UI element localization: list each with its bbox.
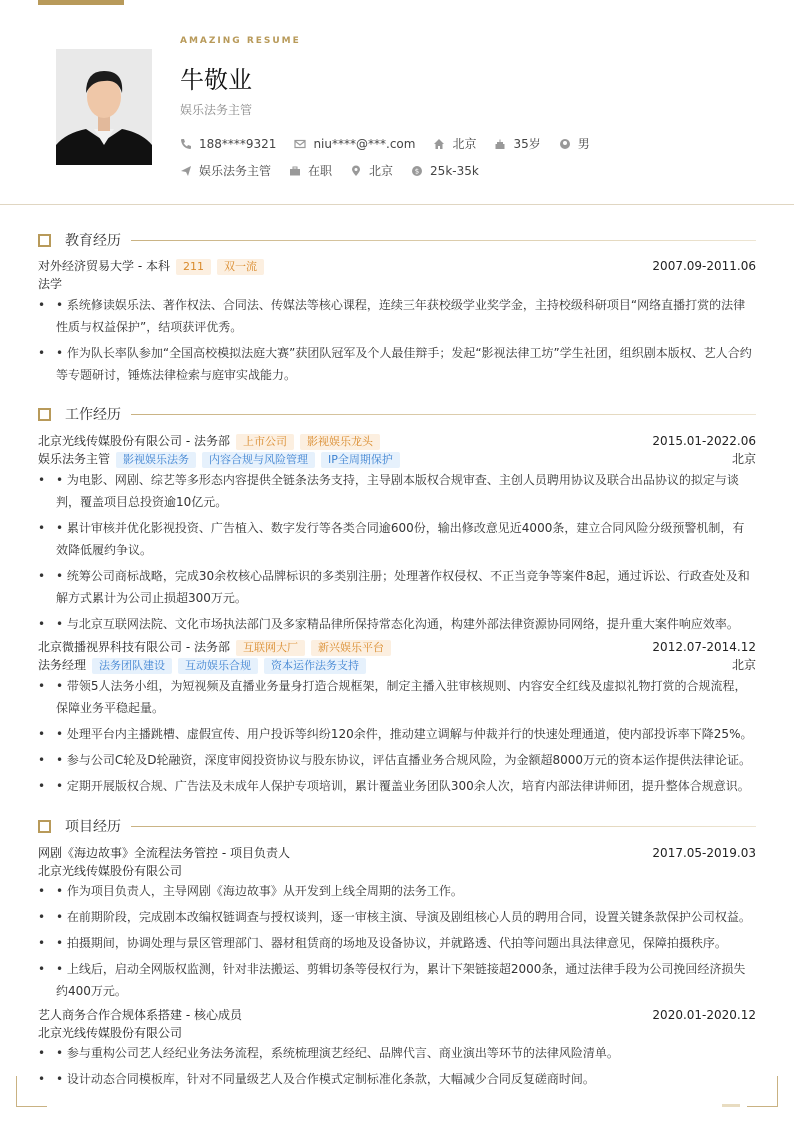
mail-icon [294,138,306,150]
briefcase-icon [289,165,301,177]
home-city-text: 北京 [452,137,477,151]
list-item: • • 在前期阶段，完成剧本改编权链调查与授权谈判，逐一审核主演、导演及剧组核心人员的聘用合同，设置关键条款保护公司权益。 [38,910,751,924]
header-divider [0,204,794,205]
project-name: 网剧《海边故事》全流程法务管控 - 项目负责人 [38,846,290,860]
candidate-title: 娱乐法务主管 [180,103,253,117]
job-header [38,433,756,450]
company-name: 北京光线传媒股份有限公司 - 法务部 [38,434,230,448]
project-company: 北京光线传媒股份有限公司 [38,1026,183,1040]
job-position: 娱乐法务主管 [38,452,111,466]
contact-info-row [180,135,608,152]
skill-tag: 资本运作法务支持 [264,658,366,674]
email-text: niu****@***.com [313,136,416,151]
email-item [294,137,415,151]
list-item: • • 参与公司C轮及D轮融资，深度审阅投资协议与股东协议，评估直播业务合规风险，为金额超8000万元的资本运作提供法律论证。 [38,753,752,767]
location-pin-icon [350,165,362,177]
list-item: • • 累计审核并优化影视投资、广告植入、数字发行等各类合同逾600份，输出修改意见近4000条，建立合同风险分级预警机制，有效降低履约争议。 [38,521,745,557]
company-tag: 影视娱乐龙头 [300,434,380,450]
section-title: 项目经历 [65,819,121,835]
age-item [494,135,540,152]
money-icon [411,165,423,177]
work-section-header [38,404,756,424]
age-text: 35岁 [513,137,541,151]
intent-city-text: 北京 [369,164,394,178]
list-item: • • 设计动态合同模板库，针对不同量级艺人及合作模式定制标准化条款，大幅减少合同反复磋商时间。 [38,1072,595,1086]
phone-text: 188****9321 [199,136,277,151]
project-header [38,845,756,862]
top-accent-bar [38,0,124,5]
job-city: 北京 [731,452,756,466]
status-text: 在职 [308,164,333,178]
list-item: • • 统筹公司商标战略，完成30余枚核心品牌标识的多类别注册；处理著作权侵权、不正当竞争等案件8起，通过诉讼、行政查处及和解方式累计为公司止损超300万元。 [38,569,750,605]
education-date: 2007.09-2011.06 [652,259,756,273]
intent-city-item [350,162,393,179]
education-section-header [38,230,756,250]
company-tag: 上市公司 [236,434,294,450]
list-item: • • 为电影、网剧、综艺等多形态内容提供全链条法务支持，主导剧本版权合规审查、主创人员聘用协议及联合出品协议的拟定与谈判，覆盖项目总投资逾10亿元。 [38,473,739,509]
section-title: 工作经历 [65,407,121,423]
project-company: 北京光线传媒股份有限公司 [38,864,183,878]
list-item: • • 系统修读娱乐法、著作权法、合同法、传媒法等核心课程，连续三年获校级学业奖学金，主持校级科研项目“网络直播打赏的法律性质与权益保护”，结项获评优秀。 [38,298,746,334]
list-item: • • 上线后，启动全网版权监测，针对非法搬运、剪辑切条等侵权行为，累计下架链接超2000条，通过法律手段为公司挽回经济损失约400万元。 [38,962,746,998]
status-item [289,162,332,179]
page-corner-decoration [747,1076,778,1107]
list-item: • • 与北京互联网法院、文化市场执法部门及多家精品律所保持常态化沟通，构建外部法律资源协同网络，提升重大案件响应效率。 [38,617,739,631]
home-city-item [433,135,476,152]
company-tag: 新兴娱乐平台 [311,640,391,656]
job-position-row [38,657,756,674]
section-rule [131,240,756,241]
gender-text: 男 [577,137,590,151]
job-date: 2015.01-2022.06 [652,434,756,448]
job-date: 2012.07-2014.12 [652,640,756,654]
education-major: 法学 [38,277,63,291]
project-section-header [38,816,756,836]
list-item: • • 作为队长率队参加“全国高校模拟法庭大赛”获团队冠军及个人最佳辩手；发起“影视法律工坊”学生社团，组织剧本版权、艺人合约等专题研讨，锤炼法律检索与庭审实战能力。 [38,346,752,382]
page-marker [722,1104,740,1107]
list-item: • • 带领5人法务小组，为短视频及直播业务量身打造合规框架，制定主播入驻审核规则、内容安全红线及虚拟礼物打赏的合规流程，保障业务平稳起量。 [38,679,747,715]
intent-position-item [180,162,271,179]
section-marker-icon [38,820,51,833]
skill-tag: 法务团队建设 [92,658,172,674]
skill-tag: 内容合规与风险管理 [202,452,315,468]
brand-label: AMAZING RESUME [180,36,301,46]
phone-item [180,137,276,151]
send-icon [180,165,192,177]
skill-tag: IP全周期保护 [321,452,400,468]
avatar [56,49,152,165]
school-name: 对外经济贸易大学 - 本科 [38,259,170,273]
project-header [38,1007,756,1024]
home-icon [433,138,445,150]
page-corner-decoration [16,1076,47,1107]
section-marker-icon [38,234,51,247]
project-date: 2017.05-2019.03 [652,846,756,860]
list-item: • • 处理平台内主播跳槽、虚假宣传、用户投诉等纠纷120余件，推动建立调解与仲裁并行的快速处理通道，使内部投诉率下降25%。 [38,727,753,741]
salary-item [411,164,479,178]
job-city: 北京 [731,658,756,672]
salary-text: 25k-35k [430,163,479,178]
school-tag: 211 [176,259,211,275]
gender-icon [559,138,571,150]
project-date: 2020.01-2020.12 [652,1008,756,1022]
cake-icon [494,138,506,150]
candidate-name: 牛敬业 [180,66,252,94]
list-item: • • 定期开展版权合规、广告法及未成年人保护专项培训，累计覆盖业务团队300余人次，培育内部法律讲师团，提升整体合规意识。 [38,779,750,793]
skill-tag: 互动娱乐合规 [178,658,258,674]
job-intent-row [180,162,497,179]
job-position-row [38,451,756,468]
list-item: • • 作为项目负责人，主导网剧《海边故事》从开发到上线全周期的法务工作。 [38,884,463,898]
section-rule [131,414,756,415]
company-name: 北京微播视界科技有限公司 - 法务部 [38,640,230,654]
phone-icon [180,138,192,150]
section-rule [131,826,756,827]
job-header [38,639,756,656]
section-title: 教育经历 [65,233,121,249]
skill-tag: 影视娱乐法务 [116,452,196,468]
project-name: 艺人商务合作合规体系搭建 - 核心成员 [38,1008,242,1022]
intent-position-text: 娱乐法务主管 [199,164,272,178]
svg-text:$: $ [414,167,420,175]
section-marker-icon [38,408,51,421]
school-tag: 双一流 [217,259,264,275]
list-item: • • 参与重构公司艺人经纪业务法务流程，系统梳理演艺经纪、品牌代言、商业演出等环节的法律风险清单。 [38,1046,619,1060]
gender-item [559,135,590,152]
job-position: 法务经理 [38,658,87,672]
education-entry-header [38,258,756,275]
list-item: • • 拍摄期间，协调处理与景区管理部门、器材租赁商的场地及设备协议，并就路透、代拍等问题出具法律意见，保障拍摄秩序。 [38,936,727,950]
company-tag: 互联网大厂 [236,640,305,656]
